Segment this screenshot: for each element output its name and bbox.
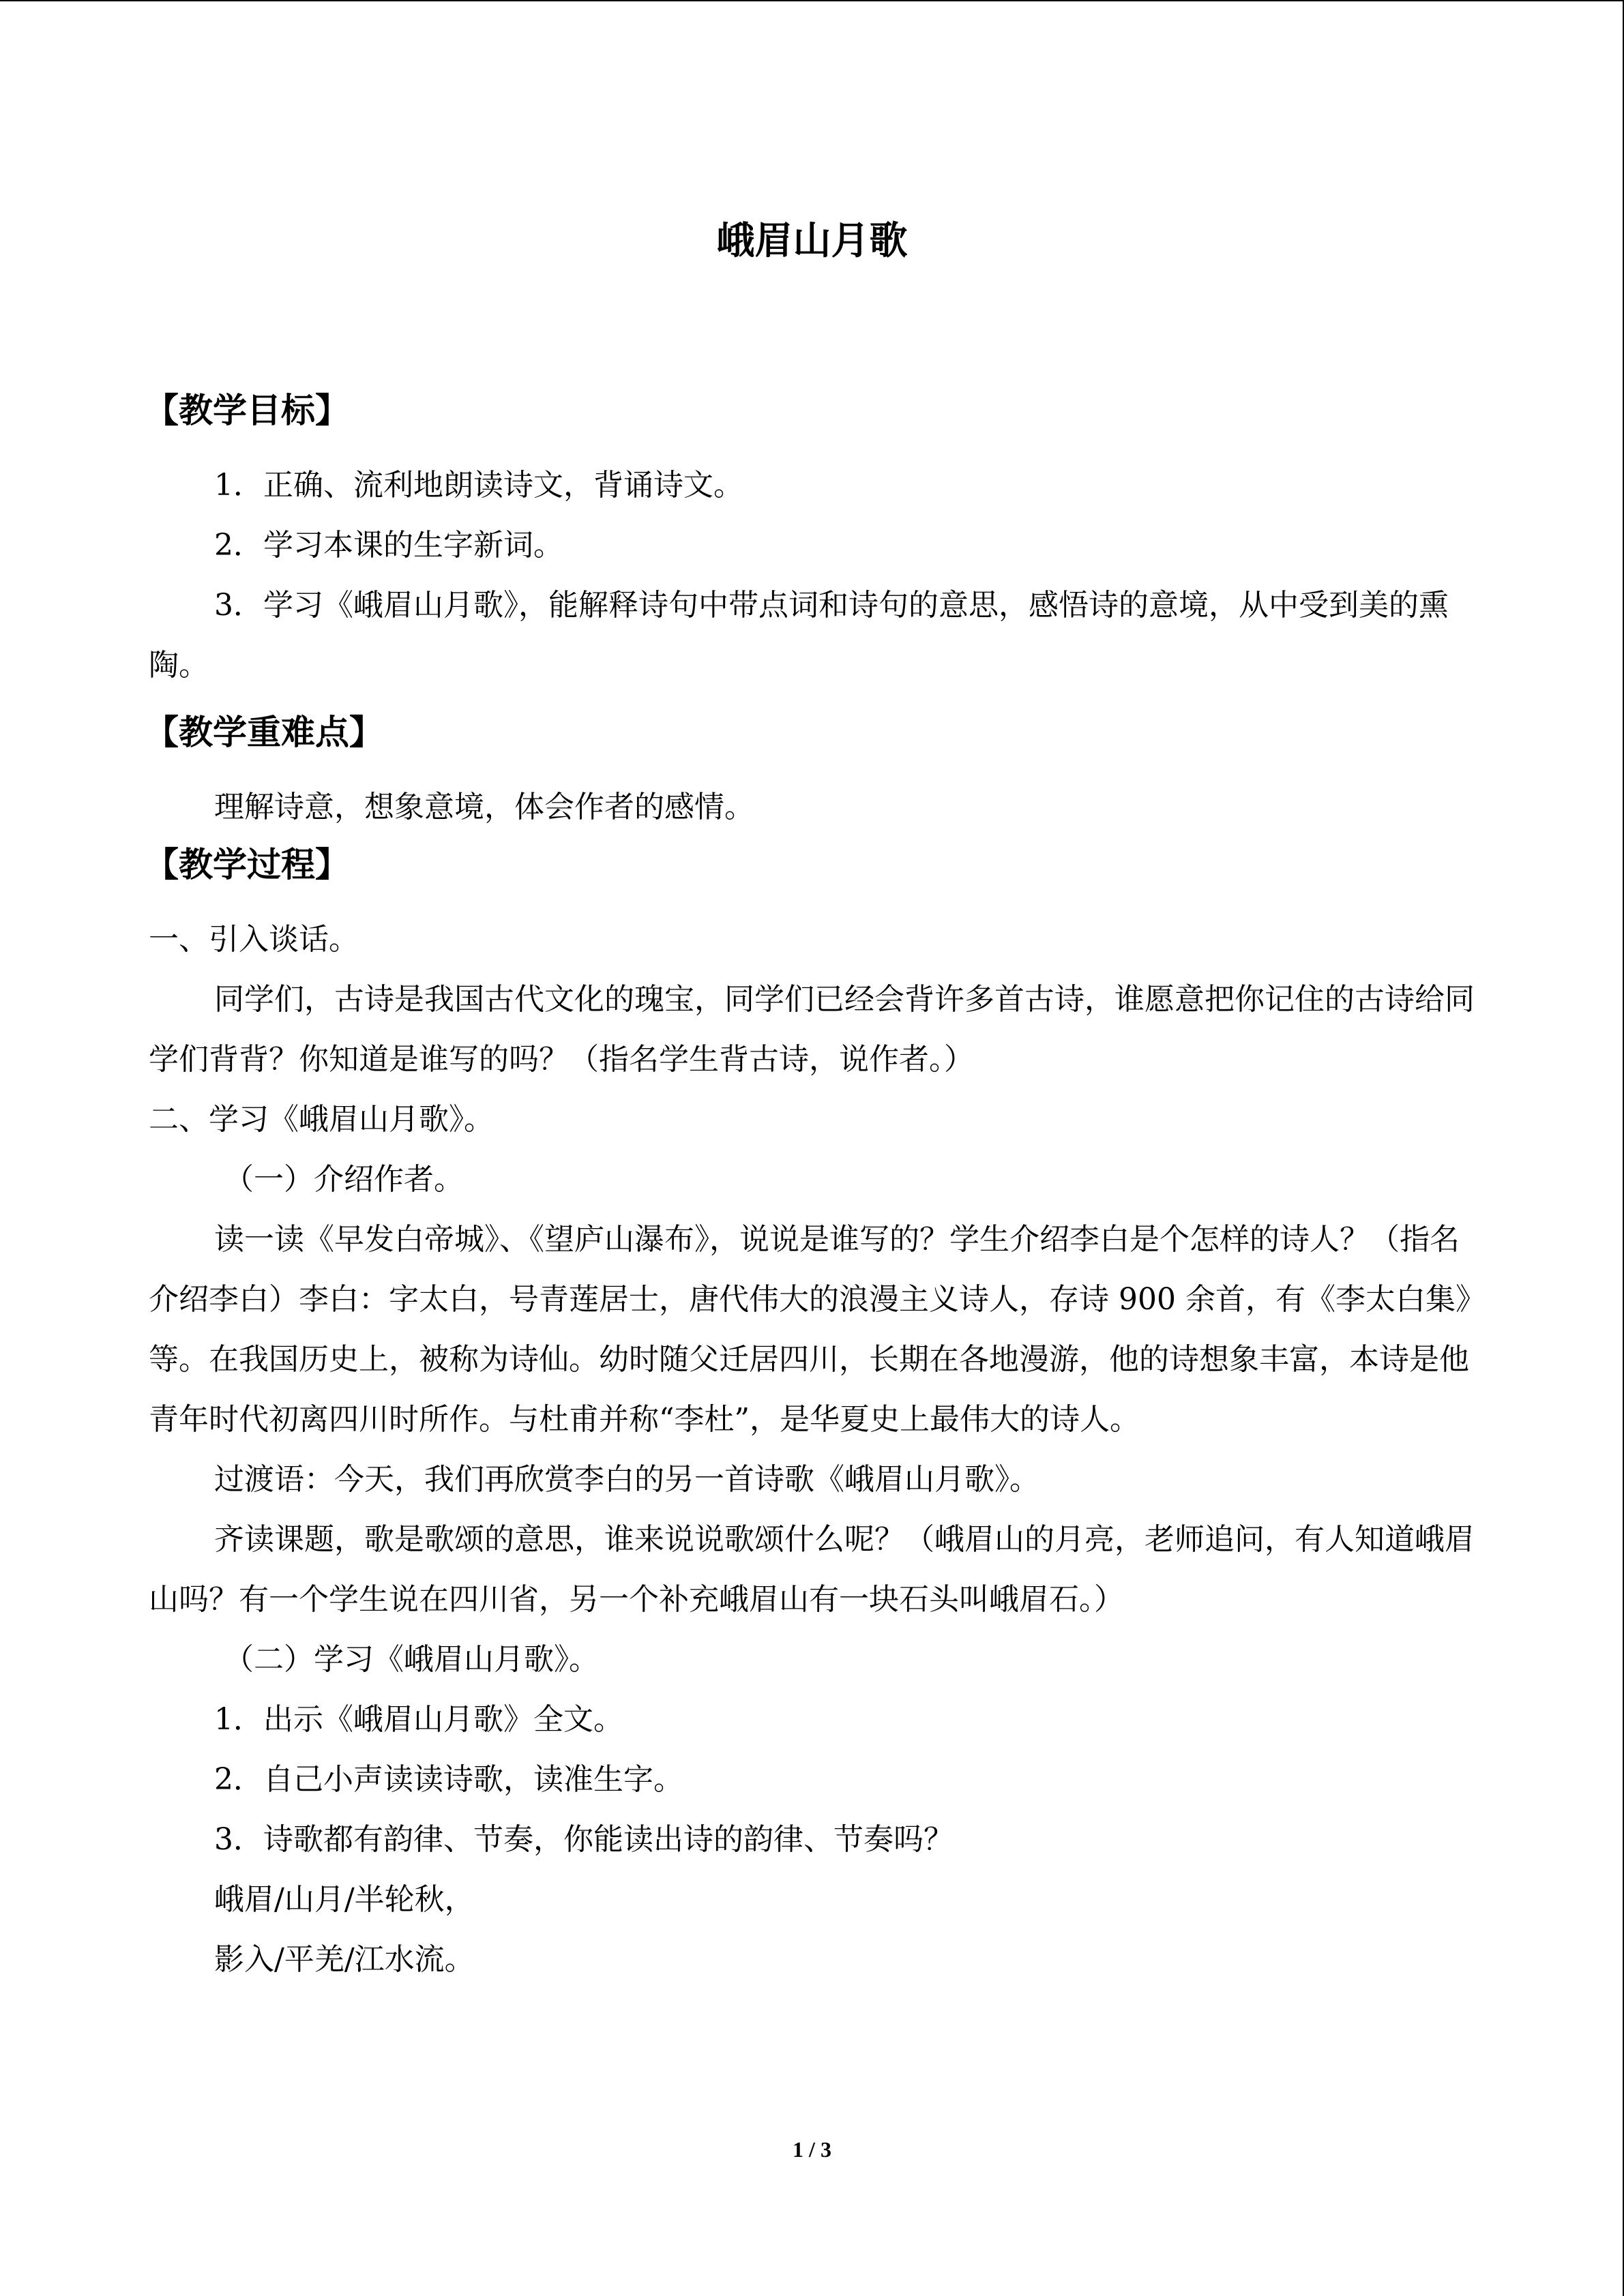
section-heading-goals: 【教学目标】: [145, 391, 349, 430]
document-body: [145, 383, 1479, 1990]
poem-line-1: 峨眉/山月/半轮秋，: [214, 1882, 475, 1917]
page-title: 峨眉山月歌: [716, 219, 908, 263]
page-number: 1 / 3: [793, 2137, 831, 2162]
process-transition: 过渡语：今天，我们再欣赏李白的另一首诗歌《峨眉山月歌》。: [214, 1462, 1039, 1497]
process-sub2-title: （二）学习《峨眉山月歌》。: [224, 1642, 599, 1677]
process-part2-title: 二、学习《峨眉山月歌》。: [149, 1102, 494, 1137]
process-part1-text: 同学们，古诗是我国古代文化的瑰宝，同学们已经会背许多首古诗，谁愿意把你记住的古诗给同学们背背？你知道是谁写的吗？（指名学生背古诗，说作者。）: [149, 982, 1475, 1077]
goal-item-3: 3．学习《峨眉山月歌》，能解释诗句中带点词和诗句的意思，感悟诗的意境，从中受到美的熏陶。: [149, 588, 1449, 683]
poem-line-2: 影入/平羌/江水流。: [214, 1942, 475, 1977]
goal-item-1: 1．正确、流利地朗读诗文，背诵诗文。: [214, 468, 743, 503]
section-heading-process: 【教学过程】: [145, 845, 349, 884]
process-sub2-item-1: 1．出示《峨眉山月歌》全文。: [214, 1702, 623, 1737]
process-part1-title: 一、引入谈话。: [149, 922, 359, 957]
process-read-title-text: 齐读课题，歌是歌颂的意思，谁来说说歌颂什么呢？（峨眉山的月亮，老师追问，有人知道峨眉山吗？有一个学生说在四川省，另一个补充峨眉山有一块石头叫峨眉石。）: [149, 1522, 1475, 1617]
process-sub1-text: 读一读《早发白帝城》、《望庐山瀑布》，说说是谁写的？学生介绍李白是个怎样的诗人？（指名介绍李白）李白：字太白，号青莲居士，唐代伟大的浪漫主义诗人，存诗 900 余首，有《李太白集》等。在我国历史上，被称为诗仙。幼时随父迁居四川，长期在各地漫游，他的诗想象丰富，本诗是他青年时代初离四川时所作。与杜甫并称“李杜”，是华夏史上最伟大的诗人。: [149, 1222, 1471, 1437]
process-sub2-item-3: 3．诗歌都有韵律、节奏，你能读出诗的韵律、节奏吗？: [214, 1822, 954, 1857]
process-sub1-title: （一）介绍作者。: [224, 1162, 464, 1197]
goal-item-2: 2．学习本课的生字新词。: [214, 528, 563, 563]
key-points-text: 理解诗意，想象意境，体会作者的感情。: [214, 790, 754, 824]
section-heading-key-points: 【教学重难点】: [145, 713, 383, 752]
process-sub2-item-2: 2．自己小声读读诗歌，读准生字。: [214, 1762, 683, 1797]
